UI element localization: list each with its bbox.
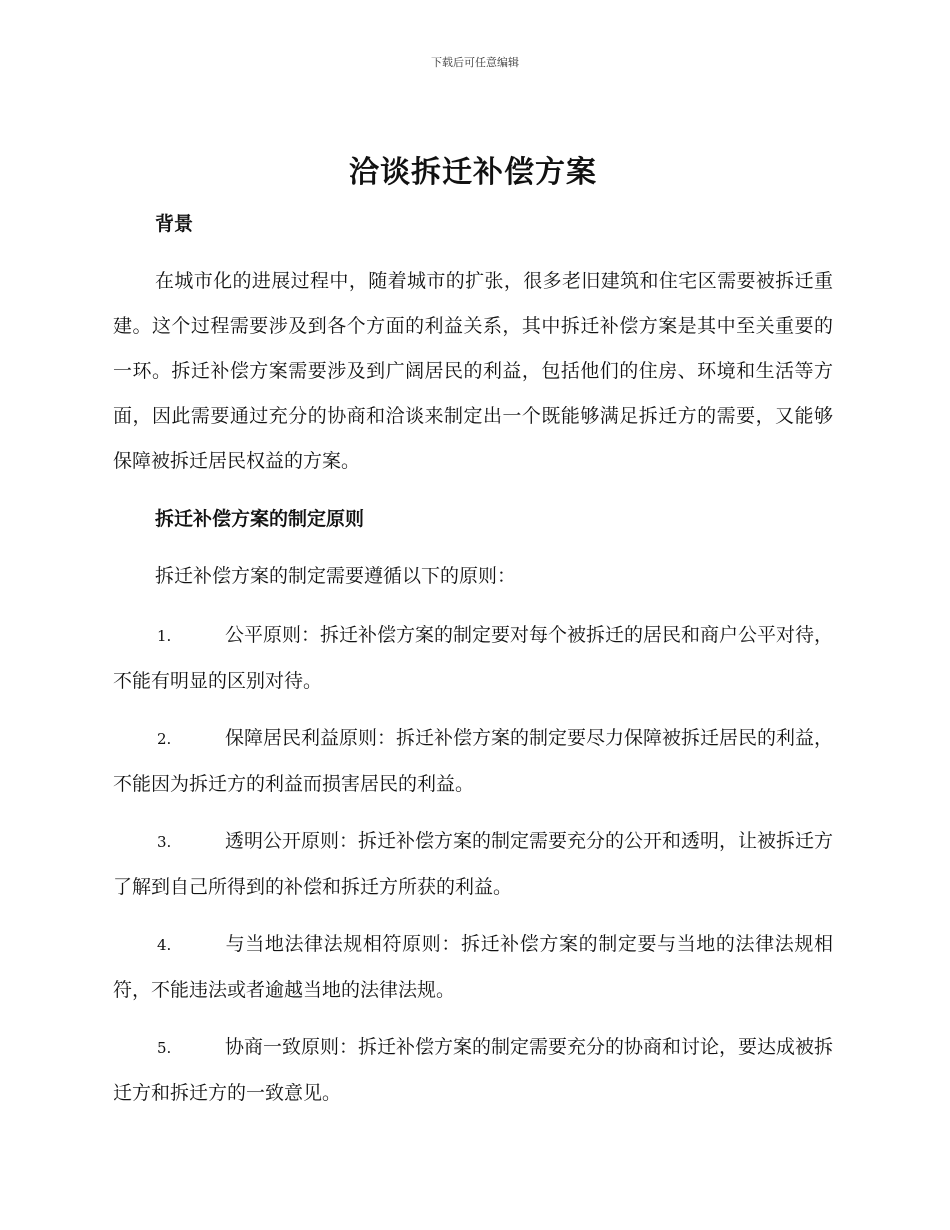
- principles-list: [113, 613, 833, 1116]
- list-item-text: 保障居民利益原则：拆迁补偿方案的制定要尽力保障被拆迁居民的利益，不能因为拆迁方的利益而损害居民的利益。: [113, 727, 834, 795]
- list-item: [113, 819, 833, 910]
- list-item: [113, 1025, 833, 1116]
- background-paragraph: 在城市化的进展过程中，随着城市的扩张，很多老旧建筑和住宅区需要被拆迁重建。这个过程需要涉及到各个方面的利益关系，其中拆迁补偿方案是其中至关重要的一环。拆迁补偿方案需要涉及到广阔居民的利益，包括他们的住房、环境和生活等方面，因此需要通过充分的协商和洽谈来制定出一个既能够满足拆迁方的需要，又能够保障被拆迁居民权益的方案。: [113, 270, 833, 472]
- section-heading-principles: 拆迁补偿方案的制定原则: [155, 508, 365, 530]
- list-item-number: 1.: [157, 627, 172, 645]
- document-title: 洽谈拆迁补偿方案: [349, 155, 597, 190]
- list-item-number: 3.: [157, 833, 172, 851]
- list-item: [113, 922, 833, 1013]
- list-item-text: 协商一致原则：拆迁补偿方案的制定需要充分的协商和讨论，要达成被拆迁方和拆迁方的一致意见。: [113, 1036, 834, 1104]
- list-item: [113, 716, 833, 807]
- header-note: 下载后可任意编辑: [431, 56, 519, 69]
- principles-intro: 拆迁补偿方案的制定需要遵循以下的原则：: [155, 565, 517, 587]
- list-item: [113, 613, 833, 704]
- section-heading-background: 背景: [155, 213, 194, 235]
- list-item-text: 透明公开原则：拆迁补偿方案的制定需要充分的公开和透明，让被拆迁方了解到自己所得到的补偿和拆迁方所获的利益。: [113, 830, 834, 898]
- list-item-text: 公平原则：拆迁补偿方案的制定要对每个被拆迁的居民和商户公平对待，不能有明显的区别对待。: [113, 624, 834, 692]
- list-item-number: 4.: [157, 936, 172, 954]
- list-item-number: 2.: [157, 730, 172, 748]
- list-item-text: 与当地法律法规相符原则：拆迁补偿方案的制定要与当地的法律法规相符，不能违法或者逾越当地的法律法规。: [113, 933, 833, 1001]
- document-body: [113, 145, 833, 1128]
- list-item-number: 5.: [157, 1039, 172, 1057]
